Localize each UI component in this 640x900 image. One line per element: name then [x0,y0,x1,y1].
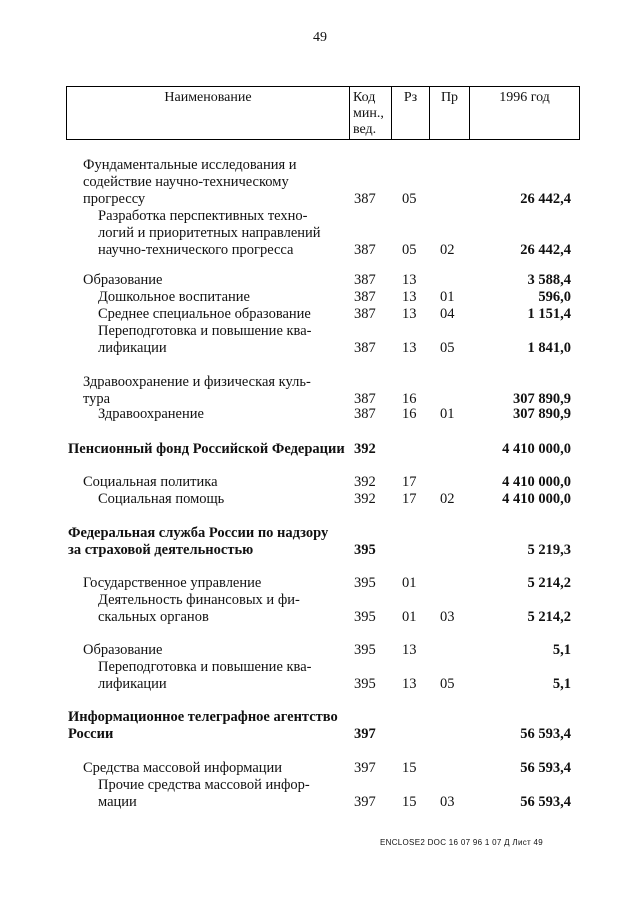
row-rz: 01 [402,609,417,625]
row-code: 387 [354,272,376,288]
row-amount: 3 588,4 [527,272,571,288]
row-label: Средства массовой информации [83,760,283,776]
row-code: 395 [354,575,376,591]
row-label: Здравоохранение и физическая куль- [83,374,311,390]
row-label: Социальная помощь [98,491,225,507]
row-rz: 13 [402,272,417,288]
row-label: Среднее специальное образование [98,306,311,322]
row-label: Образование [83,642,163,658]
row-amount: 4 410 000,0 [502,491,571,507]
row-label: мации [98,794,137,810]
row-code: 392 [354,441,376,457]
header-rz: Рз [391,87,429,139]
row-rz: 05 [402,242,417,258]
row-amount: 4 410 000,0 [502,474,571,490]
row-label: логий и приоритетных направлений [98,225,321,241]
page-number: 49 [313,30,327,45]
row-label: Федеральная служба России по надзору [68,525,329,541]
header-year: 1996 год [469,87,579,139]
row-label: Здравоохранение [98,406,204,422]
row-label: научно-технического прогресса [98,242,294,258]
row-pr: 04 [440,306,455,322]
row-label: Образование [83,272,163,288]
row-label: Дошкольное воспитание [98,289,250,305]
row-code: 387 [354,289,376,305]
row-code: 395 [354,609,376,625]
row-rz: 13 [402,289,417,305]
row-pr: 02 [440,242,455,258]
row-pr: 05 [440,340,455,356]
row-label: за страховой деятельностью [68,542,254,558]
row-amount: 307 890,9 [513,406,571,422]
row-code: 395 [354,676,376,692]
row-label: скальных органов [98,609,209,625]
row-pr: 02 [440,491,455,507]
row-amount: 5 214,2 [527,575,571,591]
row-label: содействие научно-техническому [83,174,289,190]
row-code: 392 [354,491,376,507]
row-code: 387 [354,391,376,407]
row-code: 387 [354,406,376,422]
row-pr: 01 [440,289,455,305]
row-amount: 4 410 000,0 [502,441,571,457]
row-pr: 05 [440,676,455,692]
row-label: лификации [98,340,167,356]
row-rz: 13 [402,306,417,322]
row-label: Пенсионный фонд Российской Федерации [68,441,345,457]
row-amount: 56 593,4 [520,726,571,742]
row-amount: 26 442,4 [520,242,571,258]
row-label: тура [83,391,111,407]
row-code: 387 [354,340,376,356]
row-label: Государственное управление [83,575,262,591]
row-label: Прочие средства массовой инфор- [98,777,310,793]
row-label: Переподготовка и повышение ква- [98,323,312,339]
row-rz: 13 [402,642,417,658]
row-label: Фундаментальные исследования и [83,157,297,173]
row-label: Информационное телеграфное агентство [68,709,338,725]
row-code: 387 [354,242,376,258]
row-amount: 5,1 [552,676,571,692]
document-footer: ENCLOSE2 DOC 16 07 96 1 07 Д Лист 49 [380,838,544,847]
row-amount: 5 214,2 [527,609,571,625]
header-pr: Пр [429,87,469,139]
row-rz: 05 [402,191,417,207]
row-pr: 01 [440,406,455,422]
row-amount: 56 593,4 [520,794,571,810]
row-rz: 01 [402,575,417,591]
row-amount: 5,1 [552,642,571,658]
row-amount: 596,0 [538,289,571,305]
header-code: Код мин., вед. [349,87,391,139]
row-label: Деятельность финансовых и фи- [98,592,300,608]
row-code: 397 [354,760,376,776]
row-code: 387 [354,306,376,322]
row-code: 397 [354,726,376,742]
row-code: 387 [354,191,376,207]
row-amount: 5 219,3 [527,542,571,558]
row-label: Социальная политика [83,474,218,490]
row-code: 395 [354,542,376,558]
row-rz: 17 [402,474,417,490]
row-rz: 15 [402,794,417,810]
row-rz: 13 [402,676,417,692]
row-amount: 26 442,4 [520,191,571,207]
row-label: Переподготовка и повышение ква- [98,659,312,675]
row-amount: 1 841,0 [527,340,571,356]
row-amount: 1 151,4 [527,306,571,322]
row-rz: 16 [402,406,417,422]
row-rz: 15 [402,760,417,776]
row-amount: 307 890,9 [513,391,571,407]
row-amount: 56 593,4 [520,760,571,776]
row-code: 397 [354,794,376,810]
row-rz: 17 [402,491,417,507]
row-code: 395 [354,642,376,658]
row-pr: 03 [440,794,455,810]
row-label: лификации [98,676,167,692]
row-pr: 03 [440,609,455,625]
header-name: Наименование [164,90,252,105]
row-rz: 13 [402,340,417,356]
row-label: России [68,726,114,742]
row-code: 392 [354,474,376,490]
row-rz: 16 [402,391,417,407]
row-label: Разработка перспективных техно- [98,208,308,224]
row-label: прогрессу [83,191,146,207]
